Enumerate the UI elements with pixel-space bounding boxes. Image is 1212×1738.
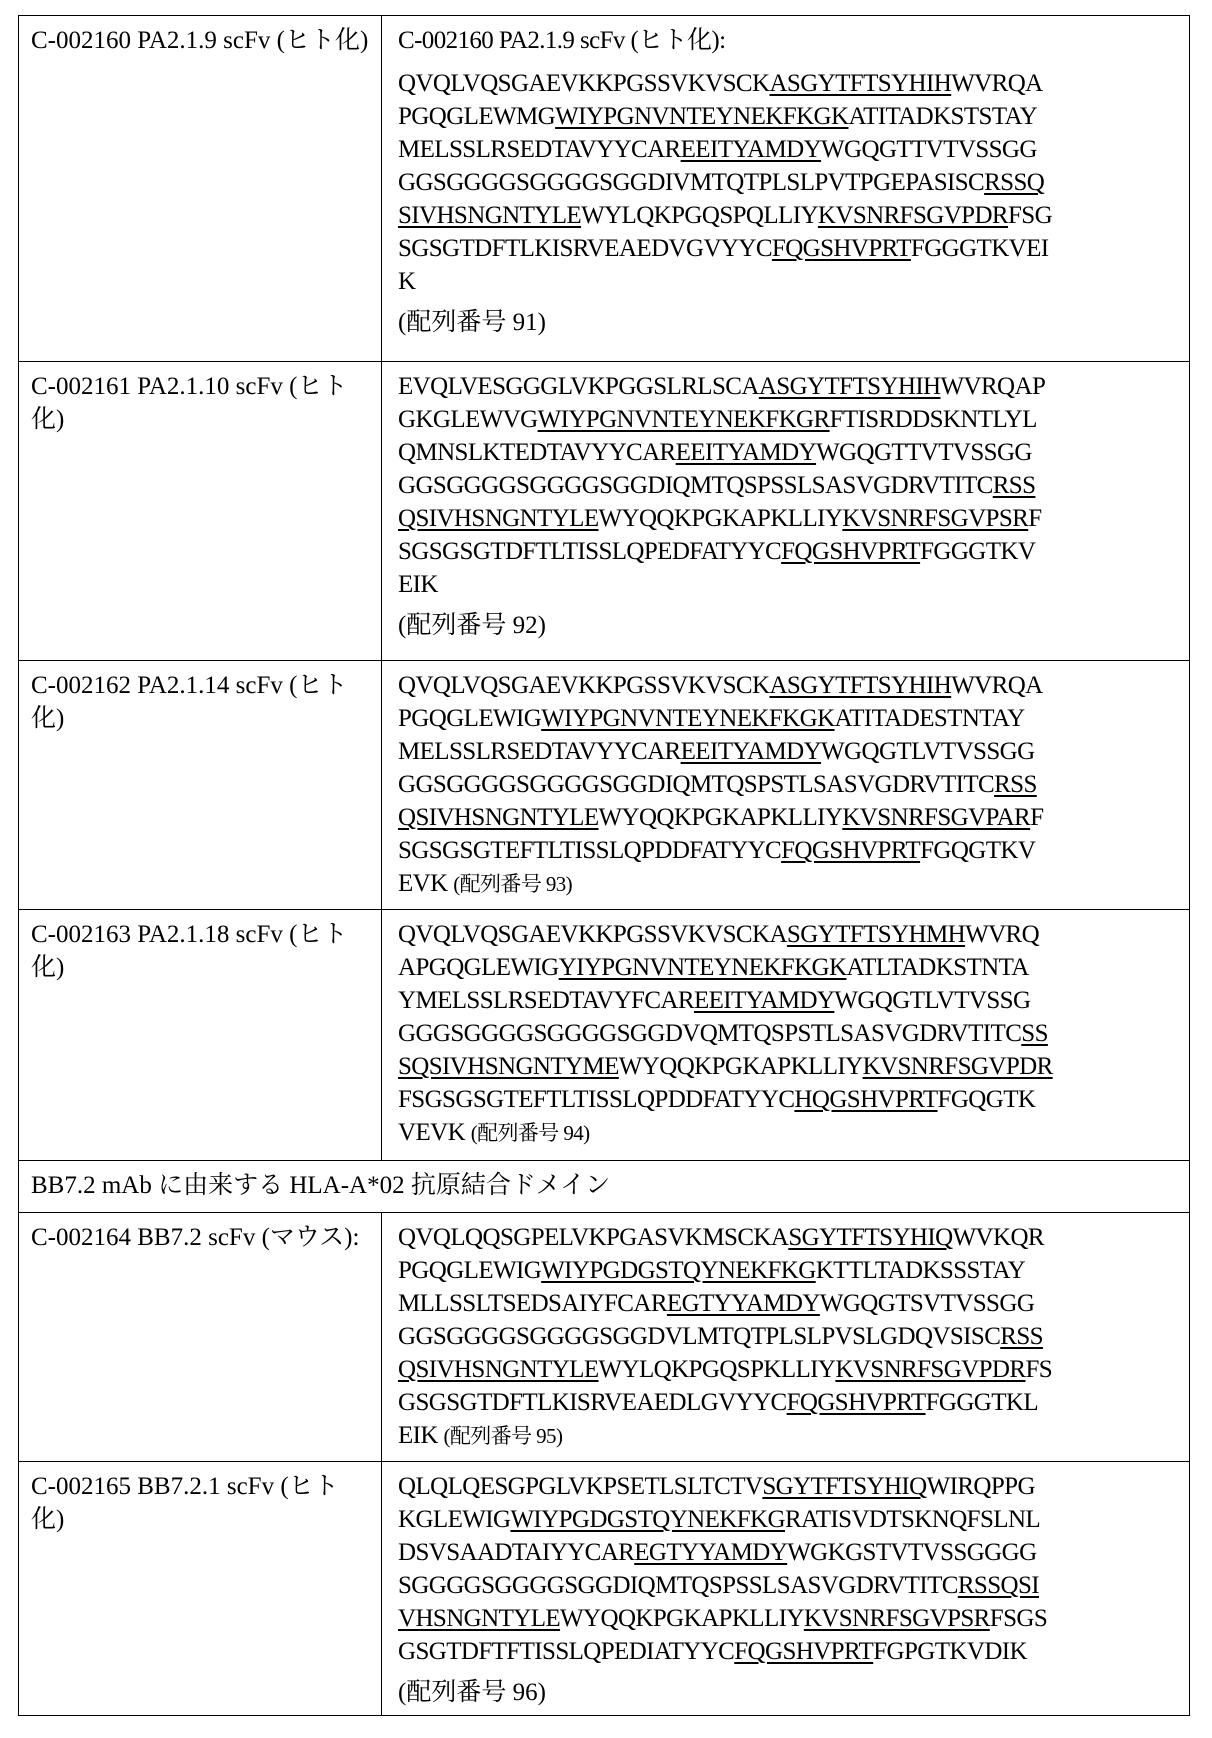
- cdr-segment: WIYPGNVNTEYNEKFKGK: [541, 705, 834, 732]
- sequence-line: [398, 1419, 1179, 1453]
- cdr-segment: KVSNRFSGVPAR: [842, 804, 1030, 831]
- sequence-line: [398, 669, 1179, 702]
- cdr-segment: EGTYYAMDY: [667, 1290, 820, 1317]
- sequence-segment: WVRQ: [965, 921, 1039, 948]
- sequence-segment: EVQLVESGGGLVKPGGSLRLSCA: [398, 373, 759, 400]
- sequence-segment: ATLTADKSTNTA: [846, 954, 1028, 981]
- sequence-segment: WGQGTSVTVSSGG: [820, 1290, 1034, 1317]
- cdr-segment: SGYTFTSYHIQ: [788, 1224, 952, 1251]
- sequence-id: (配列番号 96): [398, 1676, 1179, 1709]
- section-heading-row: [19, 1161, 1190, 1213]
- sequence-line: [398, 1254, 1179, 1287]
- sequence-cell: [382, 16, 1190, 362]
- sequence-id: (配列番号 95): [444, 1424, 563, 1448]
- sequence-segment: EIK: [398, 1422, 444, 1449]
- sequence-segment: ATITADESTNTAY: [835, 705, 1025, 732]
- cdr-segment: EEITYAMDY: [694, 987, 834, 1014]
- sequence-segment: WGQGTTVTVSSGG: [821, 136, 1037, 163]
- sequence-line: [398, 232, 1179, 265]
- sequence-line: [398, 1083, 1179, 1116]
- cdr-segment: QSIVHSNGNTYLE: [398, 1356, 599, 1383]
- sequence-segment: EVK: [398, 870, 453, 897]
- sequence-segment: FSG: [1008, 202, 1052, 229]
- cdr-segment: EGTYYAMDY: [634, 1539, 787, 1566]
- sequence-segment: FGQGTK: [938, 1086, 1036, 1113]
- sequence-segment: GKGLEWVG: [398, 406, 538, 433]
- sequence-segment: FGGGTKL: [926, 1389, 1038, 1416]
- sequence-segment: SGSGSGTDFTLTISSLQPEDFATYYC: [398, 538, 781, 565]
- sequence-segment: WYQQKPGKAPKLLIY: [560, 1605, 804, 1632]
- sequence-segment: WVKQR: [953, 1224, 1044, 1251]
- sequence-line: [398, 918, 1179, 951]
- cdr-segment: RSSQ: [984, 169, 1044, 196]
- cdr-segment: RSSQSI: [958, 1572, 1039, 1599]
- sequence-line: [398, 735, 1179, 768]
- sequence-segment: GGSGGGGSGGGGSGGDIVMTQTPLSLPVTPGEPASISC: [398, 169, 984, 196]
- cdr-segment: RSS: [1000, 1323, 1043, 1350]
- sequence-segment: WGKGSTVTVSSGGGG: [787, 1539, 1036, 1566]
- sequence-segment: WGQGTLVTVSSGG: [821, 738, 1035, 765]
- sequence-line: [398, 166, 1179, 199]
- cdr-segment: ASGYTFTSYHIH: [769, 672, 951, 699]
- sequence-line: [398, 1602, 1179, 1635]
- sequence-segment: GGGSGGGGSGGGGSGGDVQMTQSPSTLSASVGDRVTITC: [398, 1020, 1021, 1047]
- sequence-line: [398, 834, 1179, 867]
- table-row: [19, 1462, 1190, 1716]
- sequence-segment: WVRQA: [951, 70, 1042, 97]
- cdr-segment: KVSNRFSGVPSR: [842, 505, 1028, 532]
- sequence-line: [398, 535, 1179, 568]
- sequence-segment: KTTLTADKSSSTAY: [816, 1257, 1025, 1284]
- cdr-segment: KVSNRFSGVPDR: [863, 1053, 1053, 1080]
- construct-name: C-002163 PA2.1.18 scFv (ヒト化): [19, 910, 382, 1161]
- sequence-line: [398, 1116, 1179, 1150]
- sequence-segment: WYLQKPGQSPQLLIY: [581, 202, 818, 229]
- cdr-segment: EEITYAMDY: [676, 439, 816, 466]
- sequence-segment: FGGGTKV: [920, 538, 1035, 565]
- cdr-segment: WIYPGNVNTEYNEKFKGR: [538, 406, 830, 433]
- sequence-segment: FSGSGSGTEFTLTISSLQPDDFATYYC: [398, 1086, 794, 1113]
- cdr-segment: FQGSHVPRT: [781, 837, 920, 864]
- sequence-line: [398, 403, 1179, 436]
- sequence-segment: WYLQKPGQSPKLLIY: [599, 1356, 836, 1383]
- sequence-line: [398, 867, 1179, 901]
- cdr-segment: SGYTFTSYHMH: [787, 921, 965, 948]
- sequence-line: [398, 1635, 1179, 1668]
- cdr-segment: HQGSHVPRT: [794, 1086, 937, 1113]
- cdr-segment: SGYTFTSYHIQ: [762, 1473, 926, 1500]
- cdr-segment: KVSNRFSGVPDR: [818, 202, 1008, 229]
- sequence-segment: WVRQA: [951, 672, 1042, 699]
- cdr-segment: RSS: [993, 472, 1036, 499]
- sequence-segment: ATITADKSTSTAY: [848, 103, 1037, 130]
- sequence-line: [398, 1536, 1179, 1569]
- sequence-segment: K: [398, 268, 415, 295]
- table-row: [19, 16, 1190, 362]
- table-row: [19, 661, 1190, 910]
- cdr-segment: SS: [1021, 1020, 1048, 1047]
- cdr-segment: EEITYAMDY: [681, 136, 821, 163]
- cdr-segment: SQSIVHSNGNTYME: [398, 1053, 619, 1080]
- table-row: [19, 910, 1190, 1161]
- sequence-segment: FTISRDDSKNTLYL: [830, 406, 1037, 433]
- sequence-cell: [382, 1213, 1190, 1462]
- sequence-segment: MELSSLRSEDTAVYYCAR: [398, 738, 681, 765]
- cdr-segment: WIYPGDGSTQYNEKFKG: [510, 1506, 785, 1533]
- sequence-segment: QVQLVQSGAEVKKPGSSVKVSCK: [398, 70, 769, 97]
- sequence-line: [398, 1287, 1179, 1320]
- sequence-line: [398, 370, 1179, 403]
- cdr-segment: KVSNRFSGVPSR: [804, 1605, 990, 1632]
- sequence-cell: [382, 910, 1190, 1161]
- construct-name: C-002162 PA2.1.14 scFv (ヒト化): [19, 661, 382, 910]
- sequence-segment: GSGSGTDFTLKISRVEAEDLGVYYC: [398, 1389, 787, 1416]
- sequence-line: [398, 67, 1179, 100]
- sequence-segment: WYQQKPGKAPKLLIY: [599, 804, 843, 831]
- sequence-line: [398, 265, 1179, 298]
- sequence-segment: F: [1028, 505, 1041, 532]
- sequence-segment: APGQGLEWIG: [398, 954, 559, 981]
- sequence-segment: WIRQPPG: [927, 1473, 1035, 1500]
- sequence-line: [398, 469, 1179, 502]
- sequence-segment: KGLEWIG: [398, 1506, 510, 1533]
- sequence-segment: PGQGLEWIG: [398, 1257, 541, 1284]
- construct-name: C-002161 PA2.1.10 scFv (ヒト化): [19, 362, 382, 661]
- sequence-line: [398, 100, 1179, 133]
- sequence-segment: FS: [1025, 1356, 1052, 1383]
- cdr-segment: FQGSHVPRT: [734, 1638, 873, 1665]
- cdr-segment: ASGYTFTSYHIH: [769, 70, 951, 97]
- sequence-segment: YMELSSLRSEDTAVYFCAR: [398, 987, 694, 1014]
- sequence-segment: WYQQKPGKAPKLLIY: [599, 505, 843, 532]
- sequence-segment: FGGGTKVEI: [911, 235, 1049, 262]
- cdr-segment: RSS: [994, 771, 1037, 798]
- sequence-segment: GGSGGGGSGGGGSGGDVLMTQTPLSLPVSLGDQVSISC: [398, 1323, 1000, 1350]
- sequence-segment: F: [1030, 804, 1043, 831]
- sequence-segment: GGSGGGGSGGGGSGGDIQMTQSPSSLSASVGDRVTITC: [398, 472, 993, 499]
- sequence-line: [398, 1353, 1179, 1386]
- sequence-cell: [382, 362, 1190, 661]
- sequence-line: [398, 502, 1179, 535]
- construct-name: C-002165 BB7.2.1 scFv (ヒト化): [19, 1462, 382, 1716]
- sequence-segment: MLLSSLTSEDSAIYFCAR: [398, 1290, 667, 1317]
- sequence-id: (配列番号 92): [398, 609, 1179, 642]
- sequence-cell: [382, 661, 1190, 910]
- sequence-segment: GSGTDFTFTISSLQPEDIATYYC: [398, 1638, 734, 1665]
- sequence-segment: WGQGTLVTVSSG: [834, 987, 1030, 1014]
- sequence-line: [398, 1569, 1179, 1602]
- sequence-segment: MELSSLRSEDTAVYYCAR: [398, 136, 681, 163]
- cdr-segment: ASGYTFTSYHIH: [759, 373, 941, 400]
- sequence-line: [398, 801, 1179, 834]
- sequence-segment: PGQGLEWIG: [398, 705, 541, 732]
- sequence-id: (配列番号 94): [471, 1121, 590, 1145]
- cdr-segment: WIYPGDGSTQYNEKFKG: [541, 1257, 816, 1284]
- sequence-segment: SGGGGSGGGGSGGDIQMTQSPSSLSASVGDRVTITC: [398, 1572, 958, 1599]
- sequence-line: [398, 951, 1179, 984]
- sequence-segment: FGPGTKVDIK: [873, 1638, 1027, 1665]
- sequence-segment: WYQQKPGKAPKLLIY: [619, 1053, 863, 1080]
- cdr-segment: WIYPGNVNTEYNEKFKGK: [555, 103, 848, 130]
- sequence-line: [398, 1320, 1179, 1353]
- sequence-segment: SGSGSGTEFTLTISSLQPDDFATYYC: [398, 837, 781, 864]
- cdr-segment: QSIVHSNGNTYLE: [398, 505, 599, 532]
- sequence-segment: QVQLQQSGPELVKPGASVKMSCKA: [398, 1224, 788, 1251]
- sequence-segment: QLQLQESGPGLVKPSETLSLTCTV: [398, 1473, 762, 1500]
- cdr-segment: SIVHSNGNTYLE: [398, 202, 581, 229]
- sequence-line: [398, 702, 1179, 735]
- sequence-line: [398, 436, 1179, 469]
- sequence-line: [398, 1017, 1179, 1050]
- sequence-line: [398, 984, 1179, 1017]
- cdr-segment: EEITYAMDY: [681, 738, 821, 765]
- cdr-segment: FQGSHVPRT: [787, 1389, 926, 1416]
- sequence-line: [398, 1503, 1179, 1536]
- sequence-line: [398, 768, 1179, 801]
- sequence-table-body: [19, 16, 1190, 1716]
- table-row: [19, 362, 1190, 661]
- sequence-segment: FSGS: [990, 1605, 1047, 1632]
- sequence-segment: QMNSLKTEDTAVYYCAR: [398, 439, 676, 466]
- sequence-line: [398, 1050, 1179, 1083]
- cdr-segment: KVSNRFSGVPDR: [835, 1356, 1025, 1383]
- section-heading: BB7.2 mAb に由来する HLA-A*02 抗原結合ドメイン: [19, 1161, 1190, 1213]
- sequence-title: C-002160 PA2.1.9 scFv (ヒト化):: [398, 24, 1179, 57]
- sequence-cell: [382, 1462, 1190, 1716]
- sequence-line: [398, 1386, 1179, 1419]
- cdr-segment: QSIVHSNGNTYLE: [398, 804, 599, 831]
- sequence-line: [398, 199, 1179, 232]
- cdr-segment: FQGSHVPRT: [781, 538, 920, 565]
- sequence-line: [398, 568, 1179, 601]
- sequence-line: [398, 1470, 1179, 1503]
- sequence-segment: EIK: [398, 571, 438, 598]
- construct-name: C-002160 PA2.1.9 scFv (ヒト化): [19, 16, 382, 362]
- sequence-segment: PGQGLEWMG: [398, 103, 555, 130]
- sequence-segment: QVQLVQSGAEVKKPGSSVKVSCK: [398, 672, 769, 699]
- sequence-segment: QVQLVQSGAEVKKPGSSVKVSCKA: [398, 921, 787, 948]
- sequence-table: [18, 15, 1190, 1716]
- cdr-segment: VHSNGNTYLE: [398, 1605, 560, 1632]
- cdr-segment: YIYPGNVNTEYNEKFKGK: [559, 954, 847, 981]
- sequence-segment: FGQGTKV: [920, 837, 1035, 864]
- sequence-segment: WGQGTTVTVSSGG: [816, 439, 1032, 466]
- construct-name: C-002164 BB7.2 scFv (マウス):: [19, 1213, 382, 1462]
- sequence-segment: WVRQAP: [941, 373, 1046, 400]
- table-row: [19, 1213, 1190, 1462]
- sequence-line: [398, 1221, 1179, 1254]
- sequence-segment: DSVSAADTAIYYCAR: [398, 1539, 634, 1566]
- sequence-line: [398, 133, 1179, 166]
- cdr-segment: FQGSHVPRT: [772, 235, 911, 262]
- sequence-segment: RATISVDTSKNQFSLNL: [785, 1506, 1040, 1533]
- sequence-segment: SGSGTDFTLKISRVEAEDVGVYYC: [398, 235, 772, 262]
- sequence-segment: GGSGGGGSGGGGSGGDIQMTQSPSTLSASVGDRVTITC: [398, 771, 994, 798]
- sequence-id: (配列番号 91): [398, 306, 1179, 339]
- sequence-id: (配列番号 93): [453, 872, 572, 896]
- sequence-segment: VEVK: [398, 1119, 471, 1146]
